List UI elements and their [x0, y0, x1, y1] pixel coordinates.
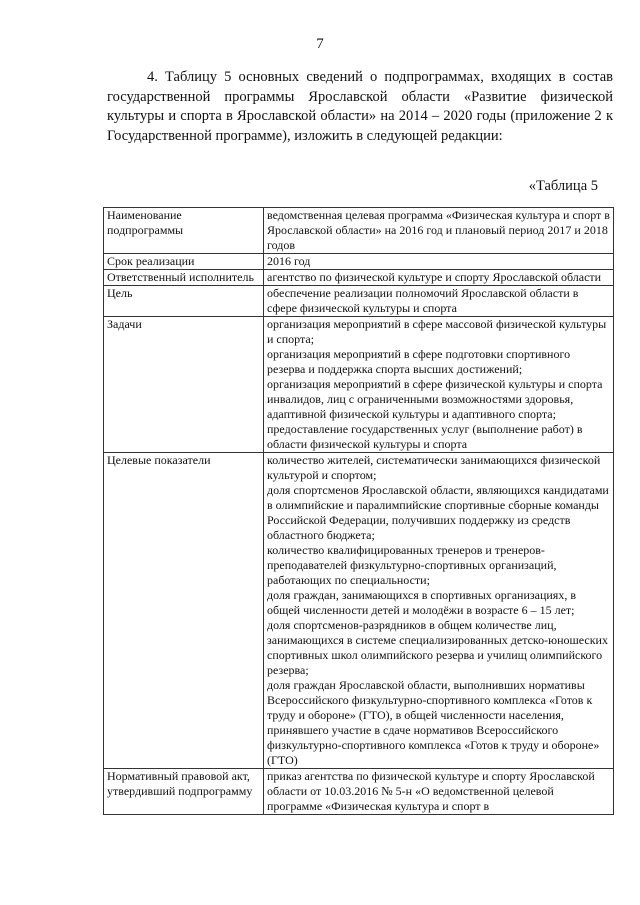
row-value-cell	[264, 317, 614, 453]
row-label-cell: Цель	[104, 286, 264, 317]
table-row	[104, 208, 614, 254]
row-value-line: организация мероприятий в сфере массовой физической культуры и спорта;	[267, 317, 607, 346]
row-value-cell	[264, 254, 614, 270]
row-value-line: доля граждан, занимающихся в спортивных организациях, в общей численности детей и молодёжи в возрасте 6 – 15 лет;	[267, 588, 576, 617]
row-value-line: количество жителей, систематически занимающихся физической культурой и спортом;	[267, 453, 601, 482]
row-value-cell	[264, 286, 614, 317]
row-value-line: доля спортсменов Ярославской области, являющихся кандидатами в олимпийские и паралимпийские спортивные сборные команды Российской Федерации, получивших поддержку из средств областного бюджета;	[267, 483, 609, 542]
row-value-cell	[264, 453, 614, 769]
row-label-cell: Срок реализации	[104, 254, 264, 270]
intro-paragraph: 4. Таблицу 5 основных сведений о подпрограммах, входящих в состав государственной программы Ярославской области «Развитие физической культуры и спорта в Ярославской области» на 2014 – 2020 годы (приложение 2 к Государственной программе), изложить в следующей редакции:	[107, 69, 613, 144]
row-value-line: доля граждан Ярославской области, выполнивших нормативы Всероссийского физкультурно-спортивного комплекса «Готов к труду и обороне» (ГТО), в общей численности населения, принявшего участие в сдаче нормативов Всероссийского физкультурно-спортивного комплекса «Готов к труду и обороне» (ГТО)	[267, 678, 600, 767]
subprogram-info-table	[103, 207, 614, 815]
row-label-cell: Задачи	[104, 317, 264, 453]
row-label-cell: Наименование подпрограммы	[104, 208, 264, 254]
row-value-cell	[264, 208, 614, 254]
row-value-cell	[264, 270, 614, 286]
row-value-line: приказ агентства по физической культуре и спорту Ярославской области от 10.03.2016 № 5-н «О ведомственной целевой программе «Физическая культура и спорт в	[267, 769, 595, 813]
row-value-line: доля спортсменов-разрядников в общем количестве лиц, занимающихся в системе специализированных детско-юношеских спортивных школ олимпийского резерва и училищ олимпийского резерва;	[267, 618, 608, 677]
row-label-cell: Нормативный правовой акт, утвердивший подпрограмму	[104, 769, 264, 815]
page-number: 7	[316, 36, 324, 52]
row-value-line: организация мероприятий в сфере подготовки спортивного резерва и поддержка спорта высших достижений;	[267, 347, 571, 376]
row-value-line: ведомственная целевая программа «Физическая культура и спорт в Ярославской области» на 2016 год и плановый период 2017 и 2018 годов	[267, 208, 610, 252]
row-label-cell: Ответственный исполнитель	[104, 270, 264, 286]
row-value-line: количество квалифицированных тренеров и тренеров-преподавателей физкультурно-спортивных организаций, работающих по специальности;	[267, 543, 557, 587]
table-row	[104, 317, 614, 453]
row-value-line: 2016 год	[267, 254, 311, 268]
table-body	[104, 208, 614, 815]
table-row	[104, 286, 614, 317]
table-row	[104, 270, 614, 286]
table-caption: «Таблица 5	[528, 178, 598, 194]
row-value-cell	[264, 769, 614, 815]
row-value-line: предоставление государственных услуг (выполнение работ) в области физической культуры и спорта	[267, 422, 583, 451]
row-value-line: организация мероприятий в сфере физической культуры и спорта инвалидов, лиц с ограниченными возможностями здоровья, адаптивной физической культуры и адаптивного спорта;	[267, 377, 603, 421]
row-value-line: агентство по физической культуре и спорту Ярославской области	[267, 270, 602, 284]
table-row	[104, 254, 614, 270]
row-label-cell: Целевые показатели	[104, 453, 264, 769]
row-value-line: обеспечение реализации полномочий Ярославской области в сфере физической культуры и спорта	[267, 286, 579, 315]
table-row	[104, 453, 614, 769]
table-row	[104, 769, 614, 815]
